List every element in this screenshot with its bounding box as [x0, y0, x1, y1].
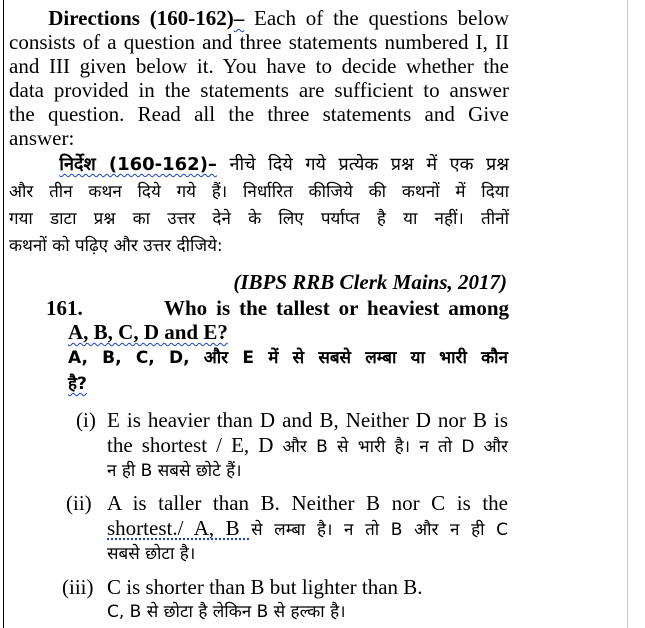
directions-heading: Directions (160-162) [48, 6, 234, 30]
exam-source: (IBPS RRB Clerk Mains, 2017) [233, 270, 507, 294]
question-line-1: Who is the tallest or heaviest among [164, 296, 509, 320]
directions-line-5: the question. Read all the three statements and Give [9, 102, 509, 126]
hindi-directions-text-1: नीचे दिये गये प्रत्येक प्रश्न में एक प्रश्न [216, 154, 509, 175]
hindi-directions-line-4: कथनों को पढ़िए और उत्तर दीजिये: [9, 236, 223, 256]
directions-line-1 [9, 6, 509, 30]
statement-2-line-2-en: shortest./ A, B [107, 516, 252, 540]
hindi-directions-line-1 [9, 153, 509, 177]
question-hindi-line-2-text: है? [68, 374, 87, 394]
hindi-directions-line-3: गया डाटा प्रश्न का उत्तर देने के लिए पर्याप्त है या नहीं। तीनों [9, 209, 509, 229]
question-line-2 [68, 320, 508, 344]
statement-2-line-2-hi: से लम्बा है। न तो B और न ही C [251, 520, 508, 540]
statement-3-label: (iii) [62, 575, 94, 599]
hindi-directions-line-2: और तीन कथन दिये गये हैं। निर्धारित कीजिये की कथनों में दिया [9, 182, 509, 202]
statement-1-line-2 [107, 433, 508, 459]
statement-1-line-1: E is heavier than D and B, Neither D nor B is [107, 408, 508, 432]
statement-2-line-2 [107, 516, 508, 542]
question-number: 161. [46, 296, 83, 320]
statement-1-label: (i) [76, 408, 96, 432]
statement-1-line-2-en: the shortest / E, D [107, 433, 283, 457]
directions-dash: – [233, 6, 245, 30]
directions-line-6: answer: [9, 126, 75, 150]
statement-2-label: (ii) [66, 491, 92, 515]
statement-2-line-1: A is taller than B. Neither B nor C is the [107, 491, 508, 515]
statement-2-line-3: सबसे छोटा है। [107, 544, 196, 564]
question-hindi-line-2 [68, 372, 508, 396]
directions-line-2: consists of a question and three statements numbered I, II [9, 30, 509, 54]
directions-line-3: and III given below it. You have to decide whether the [9, 54, 509, 78]
directions-text-1: Each of the questions below [244, 6, 509, 30]
statement-3-line-1: C is shorter than B but lighter than B. [107, 575, 423, 599]
question-line-2-text: A, B, C, D and E? [68, 320, 228, 344]
statement-1-line-2-hi: और B से भारी है। न तो D और [282, 437, 509, 457]
statement-3-line-2: C, B से छोटा है लेकिन B से हल्का है। [107, 602, 346, 622]
directions-line-4: data provided in the statements are sufficient to answer [9, 78, 509, 102]
left-margin-rule [3, 0, 4, 628]
right-column-rule [627, 0, 628, 628]
question-hindi-line-1: A, B, C, D, और E में से सबसे लम्बा या भारी कौन [68, 348, 508, 368]
hindi-directions-heading: निर्देश (160-162)– [59, 154, 217, 175]
statement-1-line-3: न ही B सबसे छोटे हैं। [107, 461, 242, 481]
